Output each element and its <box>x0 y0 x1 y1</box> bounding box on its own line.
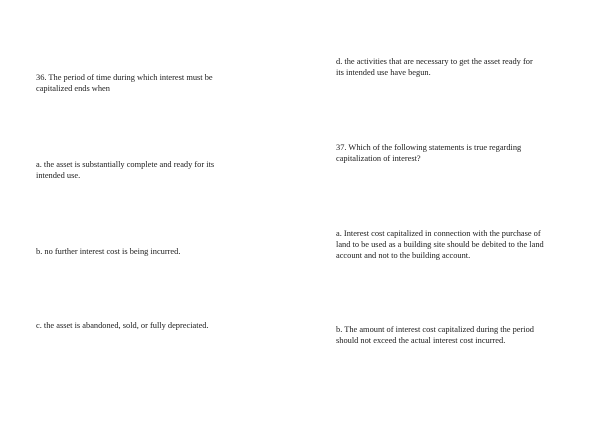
question-37-option-a: a. Interest cost capitalized in connection with the purchase of land to be used as a building site should be debited to the land account and not to the building account. <box>336 229 544 261</box>
question-37-stem: 37. Which of the following statements is true regarding capitalization of interest? <box>336 143 522 164</box>
question-36-option-a: a. the asset is substantially complete and ready for its intended use. <box>36 160 215 181</box>
question-36-option-c: c. the asset is abandoned, sold, or fully depreciated. <box>36 321 209 330</box>
question-36-stem: 36. The period of time during which interest must be capitalized ends when <box>36 73 213 94</box>
question-36-option-b: b. no further interest cost is being incurred. <box>36 247 181 256</box>
question-37-option-b: b. The amount of interest cost capitalized during the period should not exceed the actual interest cost incurred. <box>336 325 534 346</box>
question-36-option-d: d. the activities that are necessary to get the asset ready for its intended use have begun. <box>336 57 533 78</box>
